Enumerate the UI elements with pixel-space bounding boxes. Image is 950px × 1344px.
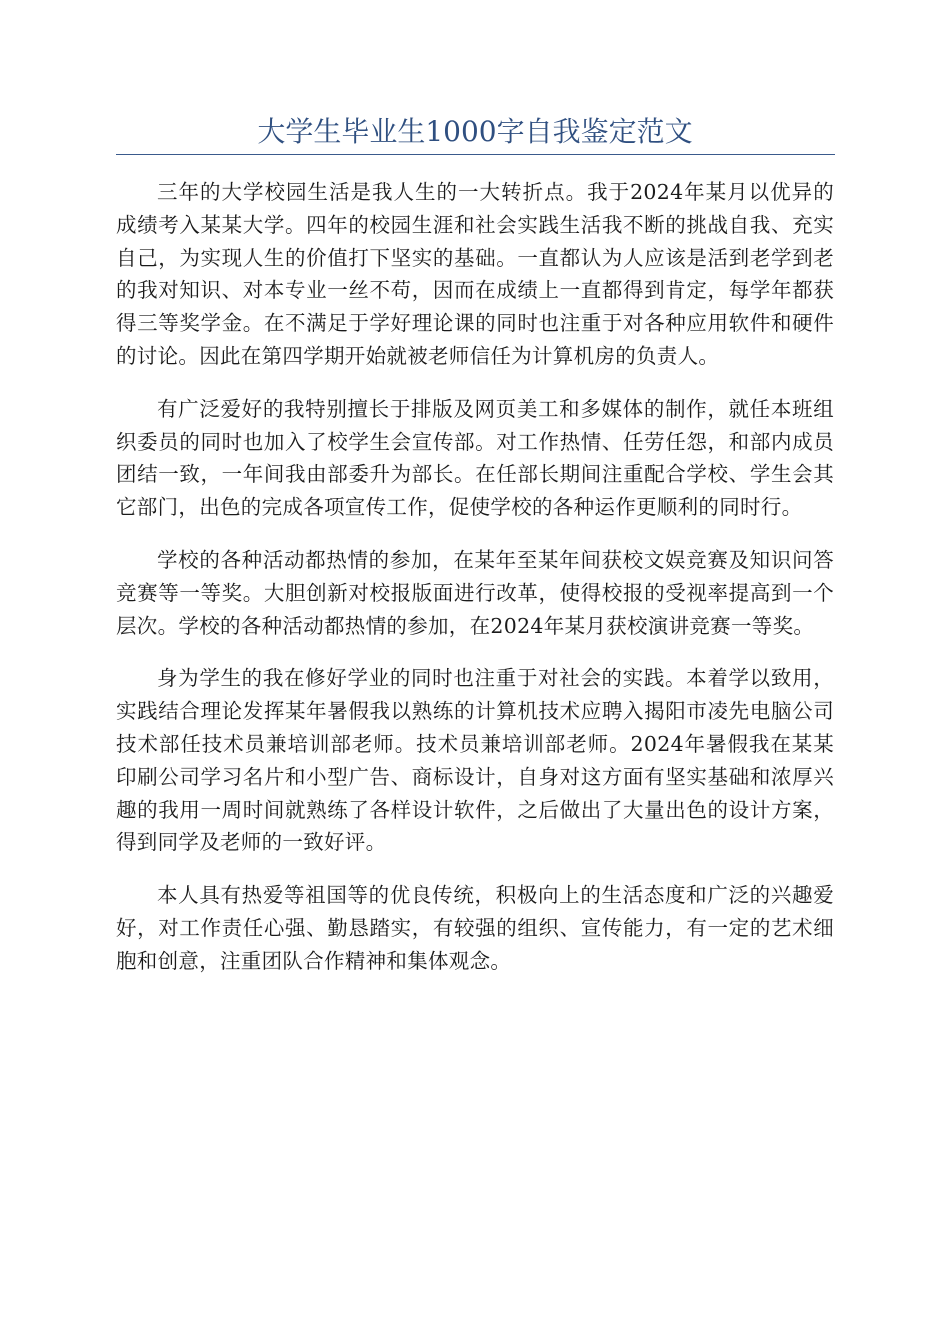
document-title: 大学生毕业生1000字自我鉴定范文 (257, 115, 693, 148)
paragraph-3: 学校的各种活动都热情的参加，在某年至某年间获校文娱竞赛及知识问答竞赛等一等奖。大胆创新对校报版面进行改革，使得校报的受视率提高到一个层次。学校的各种活动都热情的参加，在2024年某月获校演讲竞赛一等奖。 (116, 547, 834, 638)
title-underline (116, 154, 835, 155)
paragraph-1: 三年的大学校园生活是我人生的一大转折点。我于2024年某月以优异的成绩考入某某大学。四年的校园生涯和社会实践生活我不断的挑战自我、充实自己，为实现人生的价值打下坚实的基础。一直都认为人应该是活到老学到老的我对知识、对本专业一丝不苟，因而在成绩上一直都得到肯定，每学年都获得三等奖学金。在不满足于学好理论课的同时也注重于对各种应用软件和硬件的讨论。因此在第四学期开始就被老师信任为计算机房的负责人。 (116, 180, 834, 368)
document-body (116, 176, 834, 998)
paragraph-4: 身为学生的我在修好学业的同时也注重于对社会的实践。本着学以致用，实践结合理论发挥某年暑假我以熟练的计算机技术应聘入揭阳市凌先电脑公司技术部任技术员兼培训部老师。技术员兼培训部老师。2024年暑假我在某某印刷公司学习名片和小型广告、商标设计，自身对这方面有坚实基础和浓厚兴趣的我用一周时间就熟练了各样设计软件，之后做出了大量出色的设计方案，得到同学及老师的一致好评。 (116, 666, 834, 855)
paragraph-2: 有广泛爱好的我特别擅长于排版及网页美工和多媒体的制作，就任本班组织委员的同时也加入了校学生会宣传部。对工作热情、任劳任怨，和部内成员团结一致，一年间我由部委升为部长。在任部长期间注重配合学校、学生会其它部门，出色的完成各项宣传工作，促使学校的各种运作更顺利的同时行。 (116, 396, 834, 520)
paragraph-5: 本人具有热爱等祖国等的优良传统，积极向上的生活态度和广泛的兴趣爱好，对工作责任心强、勤恳踏实，有较强的组织、宣传能力，有一定的艺术细胞和创意，注重团队合作精神和集体观念。 (116, 883, 834, 973)
